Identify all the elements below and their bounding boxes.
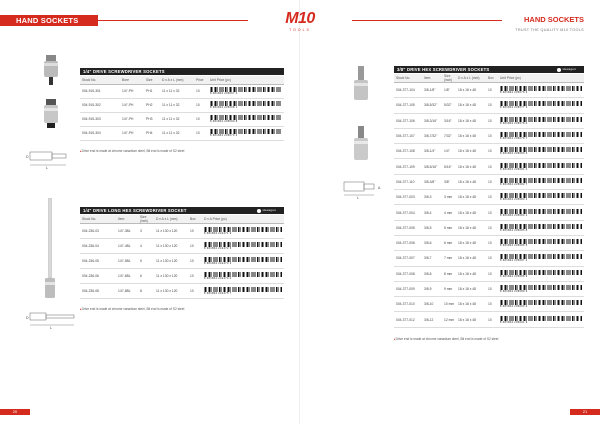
dimensions: 11 x 130 x 120	[154, 254, 188, 269]
barcode	[500, 239, 582, 247]
table-row	[80, 112, 284, 126]
column-header: Unit Price (pc)	[208, 76, 284, 84]
table-row	[394, 205, 584, 220]
stock-no: 004-236-06	[80, 269, 116, 284]
column-header: Item	[116, 215, 138, 224]
dimensions: 18 x 18 x 48	[456, 297, 486, 312]
item: 3/8-5/16"	[422, 159, 442, 174]
section-2-title: 1/4" DRIVE LONG HEX SCREWDRIVER SOCKET	[83, 208, 187, 213]
size: 8 mm	[442, 266, 456, 281]
table-row	[394, 159, 584, 174]
long-hex-photo-icon	[42, 198, 58, 308]
barcode	[500, 147, 582, 155]
stock-no: 004-236-08	[80, 284, 116, 299]
size: 10 mm	[442, 297, 456, 312]
item: 3/8-7/32"	[422, 128, 442, 143]
qty: 10	[194, 84, 208, 98]
size: 3/8"	[442, 174, 456, 189]
barcode-number: 8 681804 235084 1	[500, 213, 528, 217]
table-row	[394, 174, 584, 189]
table-row	[394, 128, 584, 143]
logo-subtext: TOOLS	[289, 28, 311, 32]
page-title-left: HAND SOCKETS	[16, 16, 79, 25]
dimension-diagram-icon	[26, 308, 86, 330]
column-header: Box	[188, 215, 202, 224]
barcode-number: 8 681804 235087 2	[500, 259, 528, 263]
item: 1/4"-6BL	[116, 269, 138, 284]
size: PH3	[144, 112, 160, 126]
table-row	[394, 98, 584, 113]
barcode	[500, 132, 582, 140]
item: 3/8-12	[422, 312, 442, 327]
column-header: Unit Price (pc)	[498, 74, 584, 83]
table-row	[394, 220, 584, 235]
dimensions: 18 x 18 x 48	[456, 98, 486, 113]
page-fold	[299, 0, 300, 424]
size: 5 mm	[442, 220, 456, 235]
stock-no: 004-915-301	[80, 84, 120, 98]
hex-socket-dimension-drawing	[340, 178, 390, 200]
table-row	[394, 312, 584, 327]
barcode-number: 8 681804 235086 5	[500, 244, 528, 248]
barcode-number: 8 681804 235085 8	[500, 228, 528, 232]
logo-text: M10	[285, 10, 315, 27]
column-header: Box	[486, 74, 498, 83]
dimensions: 11 x 11 x 32	[160, 98, 194, 112]
stock-no: 004-377-012	[394, 312, 422, 327]
qty: 10	[486, 190, 498, 205]
column-header: Stock No.	[394, 74, 422, 83]
dimension-diagram-icon	[340, 178, 390, 200]
qty: 10	[486, 174, 498, 189]
dimensions: 11 x 11 x 32	[160, 112, 194, 126]
stock-no: 004-236-03	[80, 224, 116, 239]
stock-no: 004-377-003	[394, 190, 422, 205]
barcode	[500, 270, 582, 278]
item: 3/8-3/8"	[422, 174, 442, 189]
table-row	[394, 83, 584, 98]
column-header: Size	[144, 76, 160, 84]
qty: 10	[486, 144, 498, 159]
stock-no: 004-377-004	[394, 205, 422, 220]
column-header: D x A x L (mm)	[160, 76, 194, 84]
page-tagline: TRUST THE QUALITY M10 TOOLS	[515, 28, 584, 32]
column-header: D x A Price (pc)	[202, 215, 284, 224]
table-row	[80, 126, 284, 140]
table-header-row	[80, 76, 284, 84]
table-row	[394, 281, 584, 296]
size: 1/4"	[442, 144, 456, 159]
dimensions: 18 x 18 x 48	[456, 251, 486, 266]
dimensions: 18 x 18 x 48	[456, 174, 486, 189]
size: PH1	[144, 84, 160, 98]
dimensions: 18 x 18 x 48	[456, 220, 486, 235]
table-row	[80, 254, 284, 269]
qty: 10	[194, 112, 208, 126]
barcode	[210, 101, 282, 109]
dim-label-d: D	[26, 316, 29, 320]
table-header-row	[80, 215, 284, 224]
column-header: Item	[422, 74, 442, 83]
barcode-number: 8 681804 235076 6	[500, 91, 528, 95]
qty: 10	[486, 98, 498, 113]
ph-socket-dimension-drawing	[26, 148, 86, 170]
table-row	[394, 190, 584, 205]
qty: 10	[486, 159, 498, 174]
barcode-number: 8 681804 242472 6	[204, 247, 232, 250]
barcode-number: 8 681804 235068 1	[210, 106, 238, 109]
table-row	[394, 251, 584, 266]
qty: 10	[486, 113, 498, 128]
bore: 1/4"-PH	[120, 112, 144, 126]
size: 1/8"	[442, 83, 456, 98]
qty: 10	[188, 239, 202, 254]
table-row	[394, 266, 584, 281]
item: 3/8-6	[422, 235, 442, 250]
bore: 1/4"-PH	[120, 98, 144, 112]
dim-label-l: L	[46, 166, 48, 170]
table-row	[394, 297, 584, 312]
stock-no: 004-377-006	[394, 235, 422, 250]
size: 9 mm	[442, 281, 456, 296]
stock-no: 004-377-110	[394, 174, 422, 189]
barcode-number: 8 681804 235070 4	[210, 134, 238, 137]
dimensions: 18 x 18 x 48	[456, 144, 486, 159]
barcode-number: 8 681804 235081 0	[500, 167, 528, 171]
size: PH4	[144, 126, 160, 140]
column-header: Price	[194, 76, 208, 84]
section-1-note: ▸ Drive end is made at chrome vanadium steel, Bit end is made of S2 steel	[80, 149, 184, 153]
stock-no: 004-377-007	[394, 251, 422, 266]
barcode	[210, 115, 282, 123]
table-row	[80, 284, 284, 299]
barcode-number: 8 681804 235083 4	[500, 198, 528, 202]
size: 3/16"	[442, 113, 456, 128]
barcode	[500, 300, 582, 308]
hexagon-badge: Hexagon	[556, 67, 578, 72]
stock-no: 004-236-04	[80, 239, 116, 254]
qty: 10	[486, 128, 498, 143]
section-2-note: ▸ Drive end is made at chrome vanadium steel, Bit end is made of S2 steel	[80, 307, 184, 311]
item: 3/8-9	[422, 281, 442, 296]
qty: 10	[486, 83, 498, 98]
barcode-number: 8 681804 235080 3	[500, 152, 528, 156]
barcode	[210, 87, 282, 95]
size: 5/16"	[442, 159, 456, 174]
stock-no: 004-377-109	[394, 159, 422, 174]
item: 3/8-8	[422, 266, 442, 281]
stock-no: 004-377-106	[394, 113, 422, 128]
section-3-table	[394, 74, 584, 328]
barcode	[500, 224, 582, 232]
section-3-header	[394, 66, 584, 73]
dimensions: 11 x 130 x 120	[154, 239, 188, 254]
qty: 10	[194, 98, 208, 112]
table-row	[394, 235, 584, 250]
size: 7 mm	[442, 251, 456, 266]
size: 5/32"	[442, 98, 456, 113]
bore: 1/4"-PH	[120, 126, 144, 140]
barcode-number: 8 681804 235077 3	[500, 106, 528, 110]
barcode	[500, 101, 582, 109]
section-2-table	[80, 215, 284, 299]
stock-no: 004-377-010	[394, 297, 422, 312]
section-2-header	[80, 207, 284, 214]
dimensions: 11 x 130 x 120	[154, 224, 188, 239]
section-1-title: 1/4" DRIVE SCREWDRIVER SOCKETS	[83, 69, 165, 74]
stock-no: 004-915-303	[80, 112, 120, 126]
stock-no: 004-377-108	[394, 144, 422, 159]
hex-socket-photo-icon	[350, 66, 372, 176]
stock-no: 004-236-05	[80, 254, 116, 269]
size: 8	[138, 284, 154, 299]
table-row	[80, 269, 284, 284]
dim-label-l: L	[50, 326, 52, 330]
dimensions: 11 x 11 x 32	[160, 84, 194, 98]
size: 4	[138, 239, 154, 254]
size: 6	[138, 269, 154, 284]
section-1-table	[80, 76, 284, 141]
barcode	[204, 272, 282, 280]
size: 4 mm	[442, 205, 456, 220]
section-1-header	[80, 68, 284, 75]
table-row	[394, 113, 584, 128]
barcode-number: 8 681804 242473 3	[204, 262, 232, 265]
barcode	[500, 254, 582, 262]
size: 3 mm	[442, 190, 456, 205]
dim-label-a: A	[378, 186, 381, 190]
barcode-number: 8 681804 235090 2	[500, 305, 528, 309]
item: 3/8-10	[422, 297, 442, 312]
qty: 10	[486, 205, 498, 220]
dimensions: 11 x 11 x 32	[160, 126, 194, 140]
barcode-number: 8 681804 235069 8	[210, 120, 238, 123]
page-number-right: 21	[582, 409, 588, 414]
page-title-right: HAND SOCKETS	[523, 15, 584, 24]
brand-logo	[256, 11, 344, 32]
table-header-row	[394, 74, 584, 83]
column-header: Size (inch)	[442, 74, 456, 83]
barcode	[210, 129, 282, 137]
stock-no: 004-377-105	[394, 98, 422, 113]
barcode-number: 8 681804 242475 7	[204, 292, 232, 295]
column-header: D x A x L (mm)	[154, 215, 188, 224]
item: 3/8-5	[422, 220, 442, 235]
size: 3	[138, 224, 154, 239]
item: 3/8-1/4"	[422, 144, 442, 159]
size: 6 mm	[442, 235, 456, 250]
footer-right	[570, 409, 600, 415]
barcode-number: 8 681804 235067 4	[210, 92, 238, 95]
barcode-number: 8 681804 242474 0	[204, 277, 232, 280]
stock-no: 004-377-107	[394, 128, 422, 143]
dim-label-d: D	[26, 155, 29, 159]
item: 3/8-3/16"	[422, 113, 442, 128]
item: 3/8-7	[422, 251, 442, 266]
hex-socket-illustration	[350, 66, 372, 176]
barcode-number: 8 681804 235089 6	[500, 290, 528, 293]
qty: 10	[486, 312, 498, 327]
dimensions: 18 x 18 x 48	[456, 266, 486, 281]
section-3-note: ▸ Drive end is made at chrome vanadium steel, Bit end is made of S2 steel	[394, 337, 498, 341]
size: PH2	[144, 98, 160, 112]
barcode-number: 8 681804 235078 0	[500, 121, 528, 125]
barcode	[204, 257, 282, 265]
stock-no: 004-377-005	[394, 220, 422, 235]
barcode-number: 8 681804 235079 7	[500, 137, 528, 141]
footer-left	[0, 409, 30, 415]
dimensions: 11 x 130 x 120	[154, 284, 188, 299]
barcode-number: 8 681804 242471 9	[204, 232, 232, 235]
header-rule-left	[98, 20, 248, 21]
qty: 10	[194, 126, 208, 140]
stock-no: 004-377-104	[394, 83, 422, 98]
stock-no: 004-377-008	[394, 266, 422, 281]
qty: 10	[188, 284, 202, 299]
dimensions: 18 x 18 x 48	[456, 205, 486, 220]
barcode	[500, 163, 582, 171]
barcode	[500, 178, 582, 186]
item: 3/8-3	[422, 190, 442, 205]
barcode	[500, 193, 582, 201]
barcode-number: 8 681804 235091 9	[500, 320, 528, 324]
barcode	[500, 117, 582, 125]
dim-label-l: L	[357, 196, 359, 200]
dimensions: 18 x 18 x 48	[456, 83, 486, 98]
dimensions: 18 x 18 x 48	[456, 235, 486, 250]
qty: 10	[486, 281, 498, 296]
barcode	[204, 227, 282, 235]
dimensions: 18 x 18 x 48	[456, 159, 486, 174]
column-header: Bore	[120, 76, 144, 84]
barcode	[204, 287, 282, 295]
dimensions: 18 x 18 x 48	[456, 128, 486, 143]
size: 7/32"	[442, 128, 456, 143]
qty: 10	[486, 220, 498, 235]
qty: 10	[486, 235, 498, 250]
column-header: Stock No.	[80, 215, 116, 224]
item: 3/8-1/8"	[422, 83, 442, 98]
column-header: Stock No.	[80, 76, 120, 84]
table-row	[80, 239, 284, 254]
bore: 1/4"-PH	[120, 84, 144, 98]
hexagon-badge: Hexagon	[256, 208, 278, 213]
header-rule-right	[352, 20, 502, 21]
item: 3/8-4	[422, 205, 442, 220]
table-row	[80, 84, 284, 98]
item: 1/4"-8BL	[116, 284, 138, 299]
qty: 10	[486, 266, 498, 281]
item: 1/4"-5BL	[116, 254, 138, 269]
page-number-left: 20	[12, 409, 18, 414]
item: 1/4"-4BL	[116, 239, 138, 254]
barcode	[500, 316, 582, 324]
barcode	[500, 285, 582, 293]
long-hex-socket-illustration	[42, 198, 58, 308]
table-row	[80, 98, 284, 112]
qty: 10	[188, 269, 202, 284]
dimensions: 18 x 18 x 48	[456, 281, 486, 296]
qty: 10	[486, 297, 498, 312]
stock-no: 004-915-302	[80, 98, 120, 112]
item: 1/4"-3BL	[116, 224, 138, 239]
qty: 10	[188, 254, 202, 269]
item: 3/8-5/32"	[422, 98, 442, 113]
ph-socket-illustration	[40, 55, 62, 145]
dimensions: 18 x 18 x 48	[456, 113, 486, 128]
long-hex-dimension-drawing	[26, 308, 86, 330]
barcode	[204, 242, 282, 250]
section-3-title: 3/8" DRIVE HEX SCREWDRIVER SOCKETS	[397, 67, 490, 72]
dimensions: 18 x 18 x 48	[456, 190, 486, 205]
column-header: D x A x L (mm)	[456, 74, 486, 83]
socket-photo-icon	[40, 55, 62, 145]
table-row	[394, 144, 584, 159]
barcode	[500, 86, 582, 94]
qty: 10	[188, 224, 202, 239]
stock-no: 004-915-304	[80, 126, 120, 140]
column-header: Size (inch)	[138, 215, 154, 224]
dimensions: 11 x 130 x 120	[154, 269, 188, 284]
size: 5	[138, 254, 154, 269]
dimensions: 18 x 18 x 48	[456, 312, 486, 327]
qty: 10	[486, 251, 498, 266]
stock-no: 004-377-009	[394, 281, 422, 296]
dimension-diagram-icon	[26, 148, 86, 170]
barcode-number: 8 681804 235082 7	[500, 182, 528, 186]
table-row	[80, 224, 284, 239]
barcode-number: 8 681804 235088 9	[500, 274, 528, 278]
size: 12 mm	[442, 312, 456, 327]
section-3-body	[394, 83, 584, 328]
barcode	[500, 209, 582, 217]
